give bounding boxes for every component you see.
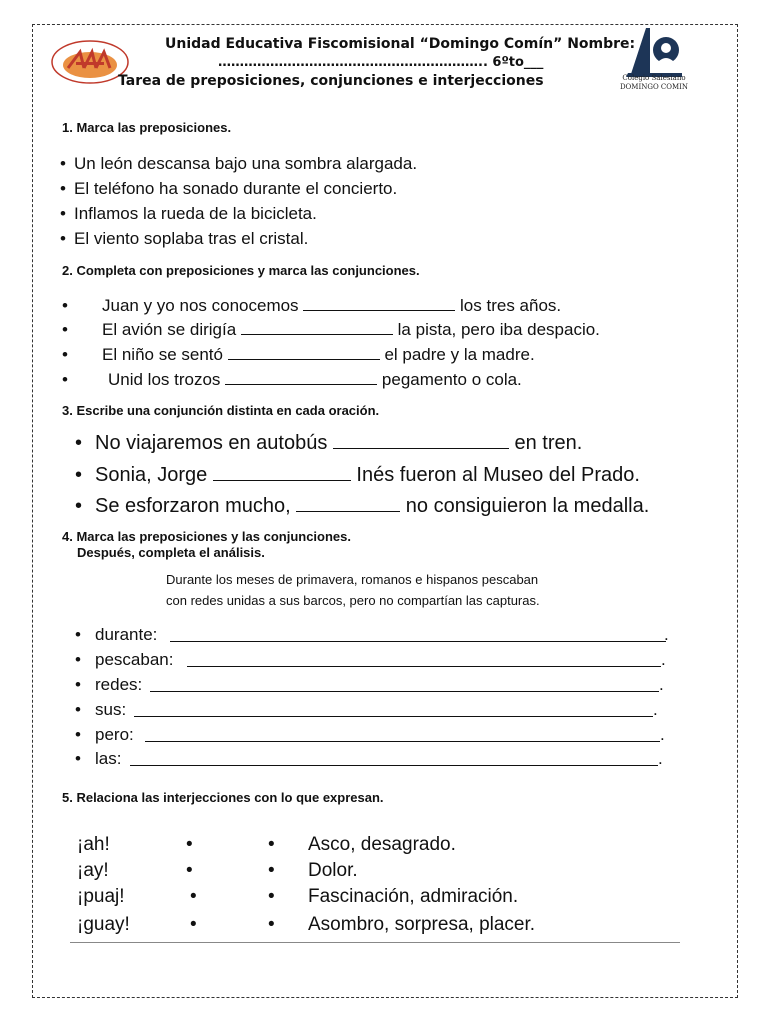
match-dot-left[interactable]: • [186, 860, 193, 881]
q4-item: • pescaban: [75, 650, 174, 669]
fill-blank[interactable] [213, 464, 351, 481]
logo-caption-line1: Colegio Salesiano [622, 74, 686, 82]
fill-blank[interactable] [225, 368, 377, 385]
fill-blank[interactable] [303, 294, 455, 311]
q2-item: • Juan y yo nos conocemos los tres años. [62, 296, 562, 315]
answer-line[interactable] [170, 641, 666, 642]
answer-line[interactable] [130, 765, 658, 766]
match-dot-right[interactable]: • [268, 886, 275, 907]
q4-item: • pero: [75, 725, 134, 744]
interjection-item: ¡puaj! [77, 886, 125, 907]
name-line: …………………………………………………….. 6ºto___ [218, 55, 544, 70]
answer-line[interactable] [134, 716, 653, 717]
q2-item: • El avión se dirigía la pista, pero iba despacio. [62, 320, 600, 339]
fill-blank[interactable] [228, 343, 380, 360]
match-dot-left[interactable]: • [186, 834, 193, 855]
worksheet-title: Tarea de preposiciones, conjunciones e interjecciones [118, 73, 544, 89]
q4-item: • redes: [75, 675, 143, 694]
q1-heading: 1. Marca las preposiciones. [62, 120, 232, 135]
school-title: Unidad Educativa Fiscomisional “Domingo Comín” Nombre: [165, 36, 636, 52]
q3-item: • Sonia, Jorge Inés fueron al Museo del Prado. [75, 464, 640, 486]
q1-item: • Inflamos la rueda de la bicicleta. [60, 204, 317, 223]
bottom-divider [70, 942, 680, 943]
q2-item: • Unid los trozos pegamento o cola. [62, 370, 522, 389]
q1-item: • Un león descansa bajo una sombra alargada. [60, 154, 418, 173]
answer-line[interactable] [150, 691, 659, 692]
q1-item: • El teléfono ha sonado durante el concierto. [60, 179, 398, 198]
interjection-item: ¡ah! [77, 834, 110, 855]
q4-subheading: Después, completa el análisis. [77, 545, 265, 560]
q4-item: • sus: [75, 700, 127, 719]
q4-passage-line1: Durante los meses de primavera, romanos e hispanos pescaban [166, 572, 539, 587]
match-dot-right[interactable]: • [268, 834, 275, 855]
q4-item: • durante: [75, 625, 158, 644]
fill-blank[interactable] [296, 495, 400, 512]
interjection-item: ¡ay! [77, 860, 109, 881]
answer-line[interactable] [145, 741, 660, 742]
q4-heading: 4. Marca las preposiciones y las conjunciones. [62, 529, 352, 544]
q5-heading: 5. Relaciona las interjecciones con lo que expresan. [62, 790, 384, 805]
match-dot-right[interactable]: • [268, 860, 275, 881]
match-dot-left[interactable]: • [190, 886, 197, 907]
salesiano-emblem-icon [616, 22, 692, 82]
meaning-item: Asombro, sorpresa, placer. [308, 914, 536, 935]
q2-heading: 2. Completa con preposiciones y marca las conjunciones. [62, 263, 420, 278]
q2-item: • El niño se sentó el padre y la madre. [62, 345, 535, 364]
fill-blank[interactable] [333, 432, 509, 449]
match-dot-right[interactable]: • [268, 914, 275, 935]
interjection-item: ¡guay! [77, 914, 130, 935]
answer-line[interactable] [187, 666, 661, 667]
logo-caption-line2: DOMINGO COMIN [619, 83, 689, 91]
fill-blank[interactable] [241, 318, 393, 335]
meaning-item: Asco, desagrado. [308, 834, 456, 855]
school-logo-right [616, 22, 692, 106]
meaning-item: Dolor. [308, 860, 358, 881]
q4-passage-line2: con redes unidas a sus barcos, pero no compartían las capturas. [166, 593, 540, 608]
q3-item: • No viajaremos en autobús en tren. [75, 432, 583, 454]
q3-item: • Se esforzaron mucho, no consiguieron la medalla. [75, 495, 650, 517]
q3-heading: 3. Escribe una conjunción distinta en cada oración. [62, 403, 380, 418]
meaning-item: Fascinación, admiración. [308, 886, 519, 907]
q4-item: • las: [75, 749, 122, 768]
q1-item: • El viento soplaba tras el cristal. [60, 229, 309, 248]
match-dot-left[interactable]: • [190, 914, 197, 935]
